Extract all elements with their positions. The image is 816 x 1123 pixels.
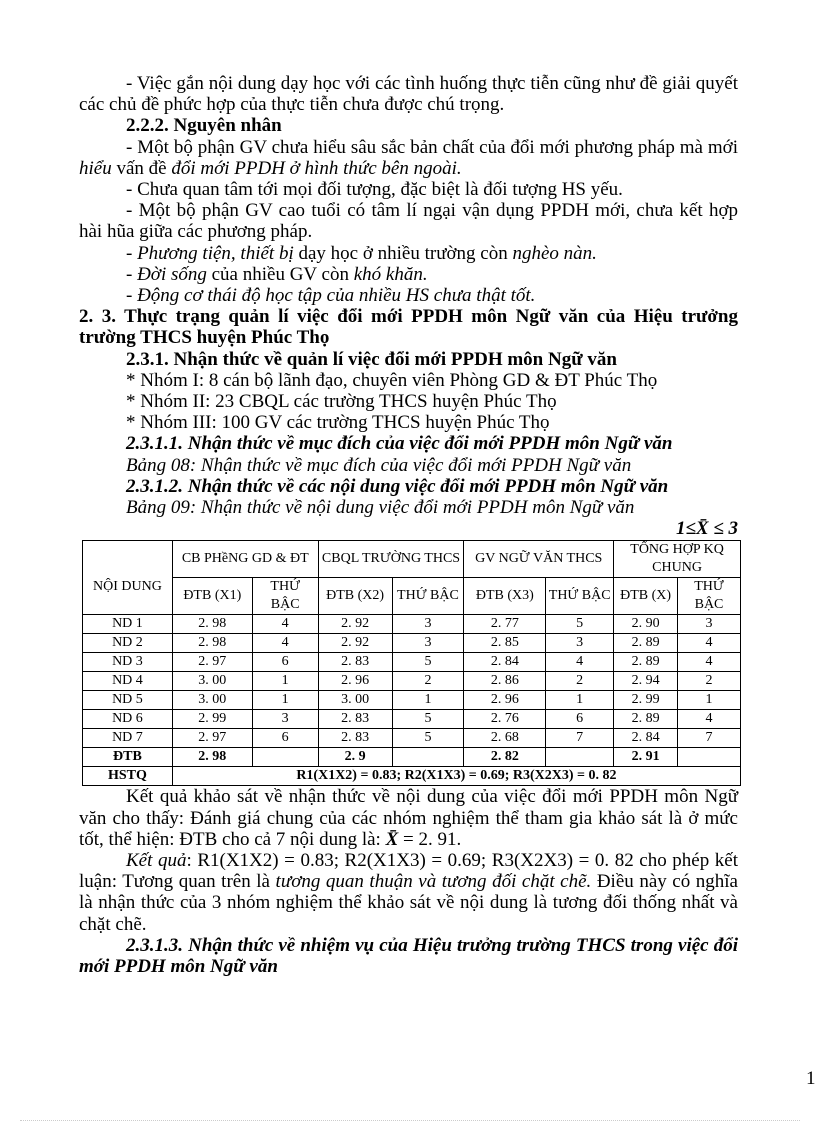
table-bang-09 <box>82 540 741 786</box>
paragraph-reason-2: - Chưa quan tâm tới mọi đối tượng, đặc biệt là đối tượng HS yếu. <box>126 179 623 201</box>
table-row <box>83 729 741 748</box>
paragraph-integration: - Việc gắn nội dung dạy học với các tình huống thực tiễn cũng như đề giải quyết các chủ đề phức hợp của thực tiễn chưa được chú trọng. <box>79 73 738 116</box>
table-cell: 3 <box>392 615 464 634</box>
paragraph-ketqua <box>79 850 738 935</box>
table-cell: 2. 83 <box>318 710 392 729</box>
text: Điều này có nghĩa là nhận thức của 3 nhóm nghiệm thể khảo sát về nội dung là tương đối thống nhất và chặt chẽ. <box>79 871 738 935</box>
table-cell: 2. 91 <box>614 748 678 767</box>
table-row <box>83 672 741 691</box>
header-sub: ĐTB (X) <box>614 578 678 615</box>
table-cell: 4 <box>678 634 741 653</box>
header-sub: THỨ BẬC <box>392 578 464 615</box>
table-cell: 2. 82 <box>464 748 546 767</box>
table-row <box>83 691 741 710</box>
group-3: * Nhóm III: 100 GV các trường THCS huyện Phúc Thọ <box>126 412 550 434</box>
table-cell: 1 <box>678 691 741 710</box>
text: của nhiều GV còn <box>206 263 354 285</box>
italic-text: nghèo nàn. <box>512 242 597 264</box>
table-cell: 3. 00 <box>172 691 252 710</box>
table-cell: 6 <box>546 710 614 729</box>
table-cell: 1 <box>252 691 318 710</box>
italic-text: hiểu <box>79 157 112 179</box>
table-cell <box>546 748 614 767</box>
table-cell: R1(X1X2) = 0.83; R2(X1X3) = 0.69; R3(X2X3) = 0. 82 <box>172 767 740 786</box>
paragraph-reason-6: - Động cơ thái độ học tập của nhiều HS chưa thật tốt. <box>126 285 536 307</box>
table-cell: 2. 94 <box>614 672 678 691</box>
table-cell: 2. 89 <box>614 710 678 729</box>
italic-text: Kết quả <box>126 850 187 872</box>
table-cell: ND 4 <box>83 672 173 691</box>
table-cell: 5 <box>392 653 464 672</box>
table-cell: 4 <box>546 653 614 672</box>
table-cell: 5 <box>546 615 614 634</box>
table-cell: 3. 00 <box>172 672 252 691</box>
table-cell: 4 <box>678 710 741 729</box>
table-cell: ND 1 <box>83 615 173 634</box>
table-row-dtb <box>83 748 741 767</box>
table-cell: 1 <box>252 672 318 691</box>
caption-bang-08: Bảng 08: Nhận thức về mục đích của việc đổi mới PPDH Ngữ văn <box>126 454 632 476</box>
table-cell: 2. 68 <box>464 729 546 748</box>
table-cell: 3 <box>546 634 614 653</box>
table-cell: 2. 92 <box>318 615 392 634</box>
table-cell: ĐTB <box>83 748 173 767</box>
text: - Một bộ phận GV chưa hiểu sâu sắc bản chất của đổi mới phương pháp mà mới <box>126 136 738 158</box>
table-cell: 2. 89 <box>614 634 678 653</box>
table-cell: 2. 98 <box>172 748 252 767</box>
page-number: 1 <box>806 1068 816 1089</box>
table-cell: 2 <box>546 672 614 691</box>
table-cell: HSTQ <box>83 767 173 786</box>
heading-2-3-1-3: 2.3.1.3. Nhận thức về nhiệm vụ của Hiệu trưởng trường THCS trong việc đổi mới PPDH môn Ngữ văn <box>79 934 738 978</box>
table-cell: 2. 84 <box>614 729 678 748</box>
caption-bang-09: Bảng 09: Nhận thức về nội dung việc đổi mới PPDH môn Ngữ văn <box>126 497 635 519</box>
table-cell: 4 <box>678 653 741 672</box>
table-cell: 5 <box>392 710 464 729</box>
header-group-3: GV NGỮ VĂN THCS <box>464 541 614 578</box>
italic-text: đổi mới PPDH ở hình thức bên ngoài. <box>171 157 462 179</box>
header-sub: THỨ BẬC <box>252 578 318 615</box>
table-cell: 3 <box>678 615 741 634</box>
mean-symbol: X̄ <box>385 828 399 850</box>
header-noidung: NỘI DUNG <box>83 541 173 615</box>
table-cell: 3 <box>252 710 318 729</box>
text: : R1(X1X2) = 0.83; R2(X1X3) = 0.69; R3(X2X3) = 0. 82 cho phép kết luận: Tương quan trên là <box>79 850 739 893</box>
header-group-4: TỔNG HỢP KQ CHUNG <box>614 541 741 578</box>
table-row <box>83 615 741 634</box>
paragraph-reason-3: - Một bộ phận GV cao tuổi có tâm lí ngại vận dụng PPDH mới, chưa kết hợp hài hũa giữa các phương pháp. <box>79 200 738 243</box>
table-cell: ND 2 <box>83 634 173 653</box>
table-cell: 6 <box>252 729 318 748</box>
header-sub: ĐTB (X3) <box>464 578 546 615</box>
table-cell: 2. 97 <box>172 729 252 748</box>
table-cell: 2. 89 <box>614 653 678 672</box>
table-cell <box>252 748 318 767</box>
heading-2-2-2: 2.2.2. Nguyên nhân <box>126 115 282 137</box>
table-cell: 2. 97 <box>172 653 252 672</box>
table-cell: 2. 77 <box>464 615 546 634</box>
header-sub: THỨ BẬC <box>678 578 741 615</box>
header-sub: ĐTB (X2) <box>318 578 392 615</box>
text: vấn đề <box>111 157 172 179</box>
heading-2-3: 2. 3. Thực trạng quản lí việc đổi mới PPDH môn Ngữ văn của Hiệu trưởng trường THCS huyện Phúc Thọ <box>79 306 738 349</box>
header-group-2: CBQL TRƯỜNG THCS <box>318 541 464 578</box>
paragraph-reason-5 <box>79 264 738 285</box>
header-group-1: CB PHềNG GD & ĐT <box>172 541 318 578</box>
table-cell: 7 <box>546 729 614 748</box>
table-cell: 2. 85 <box>464 634 546 653</box>
header-sub: ĐTB (X1) <box>172 578 252 615</box>
italic-text: khó khăn. <box>353 263 428 285</box>
table-cell: 2. 99 <box>172 710 252 729</box>
table-cell: 2. 96 <box>318 672 392 691</box>
paragraph-result <box>79 786 738 850</box>
table-cell: 1 <box>392 691 464 710</box>
table-cell: 2 <box>678 672 741 691</box>
paragraph-reason-4 <box>79 243 738 264</box>
table-cell: 2. 99 <box>614 691 678 710</box>
table-row <box>83 634 741 653</box>
table-cell <box>392 748 464 767</box>
heading-2-3-1-2: 2.3.1.2. Nhận thức về các nội dung việc đổi mới PPDH môn Ngữ văn <box>126 475 669 497</box>
table-cell: 2. 83 <box>318 729 392 748</box>
table-cell: ND 3 <box>83 653 173 672</box>
table-cell <box>678 748 741 767</box>
table-cell: 5 <box>392 729 464 748</box>
text: dạy học ở nhiều trường còn <box>293 242 513 264</box>
paragraph-reason-1 <box>79 137 738 179</box>
text: = 2. 91. <box>398 828 462 850</box>
italic-text: - Phương tiện, thiết bị <box>126 242 294 264</box>
group-2: * Nhóm II: 23 CBQL các trường THCS huyện Phúc Thọ <box>126 391 557 413</box>
table-row <box>83 653 741 672</box>
table-cell: 2. 9 <box>318 748 392 767</box>
table-row <box>83 710 741 729</box>
table-cell: 2. 92 <box>318 634 392 653</box>
heading-2-3-1-1: 2.3.1.1. Nhận thức về mục đích của việc đổi mới PPDH môn Ngữ văn <box>126 433 673 455</box>
table-cell: 2. 98 <box>172 615 252 634</box>
header-sub: THỨ BẬC <box>546 578 614 615</box>
table-cell: 2. 96 <box>464 691 546 710</box>
text: Kết quả khảo sát về nhận thức về nội dung của việc đổi mới PPDH môn Ngữ văn cho thấy: Đánh giá chung của các nhóm nghiệm thể tham gia khảo sát là ở mức tốt, thể hiện: ĐTB cho cả 7 nội dung là: <box>79 786 738 850</box>
heading-2-3-1: 2.3.1. Nhận thức về quản lí việc đổi mới PPDH môn Ngữ văn <box>126 348 617 370</box>
table-cell: 4 <box>252 634 318 653</box>
table-row-hstq <box>83 767 741 786</box>
table-cell: 3. 00 <box>318 691 392 710</box>
table-cell: 1 <box>546 691 614 710</box>
group-1: * Nhóm I: 8 cán bộ lãnh đạo, chuyên viên Phòng GD & ĐT Phúc Thọ <box>126 369 658 391</box>
document-page <box>79 73 738 977</box>
table-cell: ND 7 <box>83 729 173 748</box>
page-footer-divider <box>20 1120 800 1121</box>
table-cell: ND 5 <box>83 691 173 710</box>
table-cell: 2. 83 <box>318 653 392 672</box>
table-cell: 2 <box>392 672 464 691</box>
italic-text: - Đời sống <box>126 263 207 285</box>
table-cell: 6 <box>252 653 318 672</box>
table-cell: 7 <box>678 729 741 748</box>
table-cell: 2. 76 <box>464 710 546 729</box>
table-cell: 2. 98 <box>172 634 252 653</box>
table-cell: 2. 84 <box>464 653 546 672</box>
range-note: 1≤X̄ ≤ 3 <box>675 518 738 540</box>
italic-text: tương quan thuận và tương đối chặt chẽ. <box>275 871 592 893</box>
table-cell: 2. 86 <box>464 672 546 691</box>
table-cell: ND 6 <box>83 710 173 729</box>
table-cell: 2. 90 <box>614 615 678 634</box>
table-cell: 4 <box>252 615 318 634</box>
table-cell: 3 <box>392 634 464 653</box>
